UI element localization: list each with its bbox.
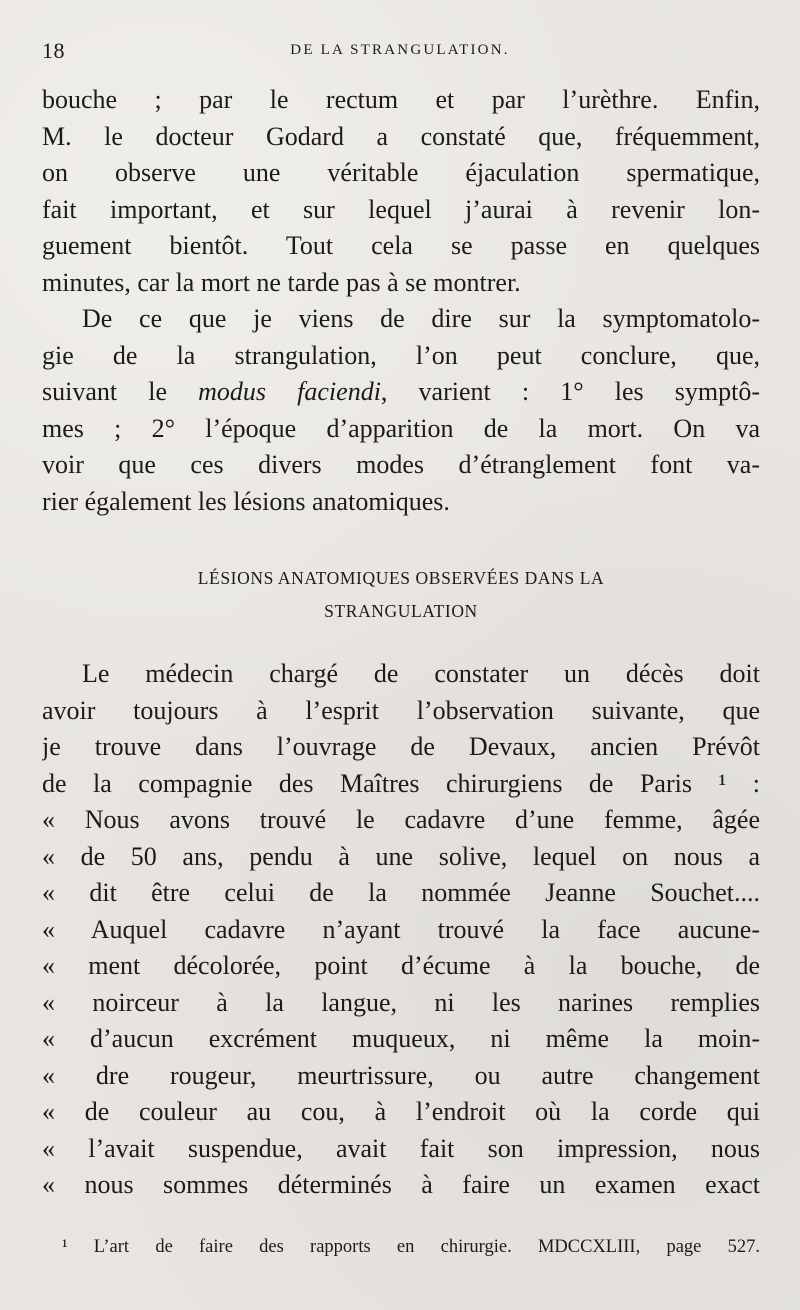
quoted-line: « de couleur au cou, à l’endroit où la corde qui xyxy=(42,1097,760,1126)
quoted-line: « Nous avons trouvé le cadavre d’une femme, âgée xyxy=(42,805,760,834)
quoted-line: « ment décolorée, point d’écume à la bouche, de xyxy=(42,951,760,980)
text-line: Le médecin chargé de constater un décès doit xyxy=(82,659,760,688)
quoted-line: « dit être celui de la nommée Jeanne Souchet.... xyxy=(42,878,760,907)
section-heading-line: LÉSIONS ANATOMIQUES OBSERVÉES DANS LA xyxy=(197,568,605,588)
section-heading-line: STRANGULATION xyxy=(324,601,478,621)
text-line: M. le docteur Godard a constaté que, fréquemment, xyxy=(42,121,760,151)
text-line: avoir toujours à l’esprit l’observation suivante, que xyxy=(42,695,760,725)
text-line: je trouve dans l’ouvrage de Devaux, ancien Prévôt xyxy=(42,732,760,761)
quoted-line: « dre rougeur, meurtrissure, ou autre changement xyxy=(42,1060,760,1090)
page-header xyxy=(42,38,758,64)
text-line: bouche ; par le rectum et par l’urèthre. Enfin, xyxy=(42,85,760,114)
text-line: minutes, car la mort ne tarde pas à se montrer. xyxy=(42,267,521,297)
quoted-line: « nous sommes déterminés à faire un examen exact xyxy=(42,1170,760,1199)
quoted-line: « l’avait suspendue, avait fait son impression, nous xyxy=(42,1133,760,1163)
text-line: De ce que je viens de dire sur la symptomatolo- xyxy=(82,304,760,333)
footnote: ¹ L’art de faire des rapports en chirurgie. MDCCXLIII, page 527. xyxy=(62,1237,760,1257)
main-text-lower xyxy=(42,656,760,1204)
running-title: DE LA STRANGULATION. xyxy=(290,42,510,58)
text-line: de la compagnie des Maîtres chirurgiens de Paris ¹ : xyxy=(42,768,760,798)
text-line: mes ; 2° l’époque d’apparition de la mort. On va xyxy=(42,413,760,443)
quoted-line: « Auquel cadavre n’ayant trouvé la face aucune- xyxy=(42,914,760,944)
quoted-line: « de 50 ans, pendu à une solive, lequel on nous a xyxy=(42,841,760,871)
quoted-line: « d’aucun excrément muqueux, ni même la moin- xyxy=(42,1024,760,1053)
text-fragment: suivant le xyxy=(42,377,199,406)
text-line: rier également les lésions anatomiques. xyxy=(42,486,450,516)
main-text-upper xyxy=(42,82,760,520)
text-fragment: , varient : 1° les symptô- xyxy=(380,377,760,406)
text-line: guement bientôt. Tout cela se passe en quelques xyxy=(42,231,760,260)
text-line: voir que ces divers modes d’étranglement font va- xyxy=(42,450,760,479)
text-line: fait important, et sur lequel j’aurai à revenir lon- xyxy=(42,194,760,224)
text-line: on observe une véritable éjaculation spermatique, xyxy=(42,158,760,187)
text-line-with-italic xyxy=(42,374,760,411)
quoted-line: « noirceur à la langue, ni les narines remplies xyxy=(42,987,760,1017)
latin-phrase: modus faciendi xyxy=(198,377,381,406)
text-line: gie de la strangulation, l’on peut conclure, que, xyxy=(42,340,760,370)
section-heading xyxy=(42,562,760,628)
page-number: 18 xyxy=(42,38,65,63)
